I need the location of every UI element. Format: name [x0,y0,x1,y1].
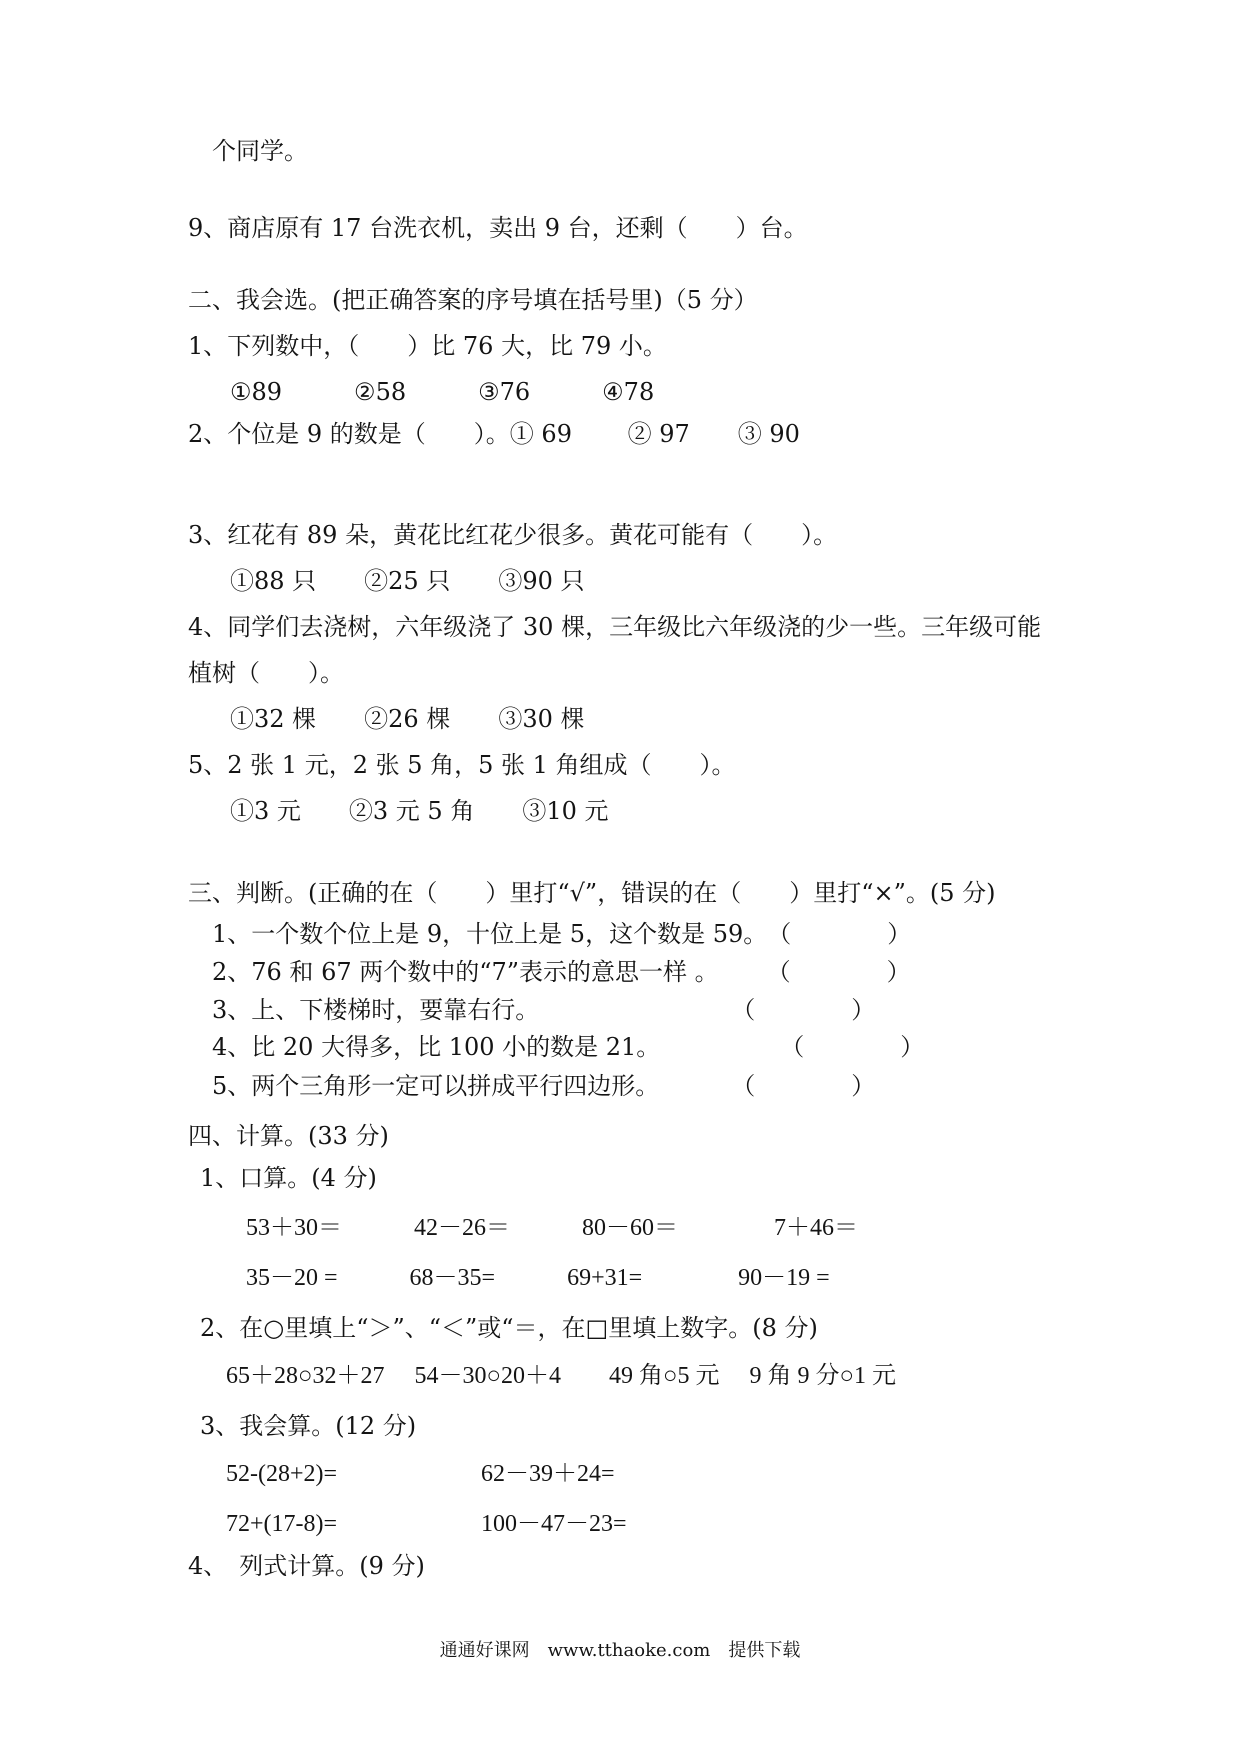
question-4-3: 3、我会算。(12 分) [200,1412,417,1440]
continued-text: 个同学。 [212,137,308,165]
question-1-9: 9、商店原有 17 台洗衣机，卖出 9 台，还剩（ ）台。 [188,214,808,242]
question-2-5-options: ①3 元 ②3 元 5 角 ③10 元 [230,797,609,825]
page-footer: 通通好课网 www.tthaoke.com 提供下载 [439,1640,801,1661]
question-4-1: 1、口算。(4 分) [200,1164,377,1192]
question-2-3: 3、红花有 89 朵，黄花比红花少很多。黄花可能有（ ）。 [188,521,838,549]
question-2-1-options: ①89 ②58 ③76 ④78 [230,378,655,406]
calc-row-2: 72+(17-8)= 100－47－23= [226,1511,627,1537]
judgement-1: 1、一个数个位上是 9，十位上是 5，这个数是 59。 （ ） [212,920,912,948]
judgement-3: 3、上、下楼梯时，要靠右行。 （ ） [212,996,876,1024]
comparison-row: 65＋28○32＋27 54－30○20＋4 49 角○5 元 9 角 9 分○1 元 [226,1363,896,1389]
question-2-2: 2、个位是 9 的数是（ ）。① 69 ② 97 ③ 90 [188,420,800,448]
mental-math-row-1: 53＋30＝ 42－26＝ 80－60＝ 7＋46＝ [246,1215,858,1241]
question-2-4-line1: 4、同学们去浇树，六年级浇了 30 棵，三年级比六年级浇的少一些。三年级可能 [188,613,1042,641]
section-2-title: 二、我会选。(把正确答案的序号填在括号里)（5 分） [188,286,758,314]
section-3-title: 三、判断。(正确的在（ ）里打“√”，错误的在（ ）里打“×”。(5 分) [188,879,996,907]
section-4-title: 四、计算。(33 分) [188,1122,389,1150]
judgement-2: 2、76 和 67 两个数中的“7”表示的意思一样 。 （ ） [212,958,911,986]
question-2-4-options: ①32 棵 ②26 棵 ③30 棵 [230,705,585,733]
question-4-2: 2、在○里填上“＞”、“＜”或“＝，在□里填上数字。(8 分) [200,1314,818,1342]
judgement-4: 4、比 20 大得多，比 100 小的数是 21。 （ ） [212,1033,925,1061]
calc-row-1: 52-(28+2)= 62－39＋24= [226,1461,615,1487]
question-2-3-options: ①88 只 ②25 只 ③90 只 [230,567,585,595]
question-2-5: 5、2 张 1 元，2 张 5 角，5 张 1 角组成（ ）。 [188,751,736,779]
question-2-1: 1、下列数中，（ ）比 76 大，比 79 小。 [188,332,667,360]
question-2-4-line2: 植树（ ）。 [188,659,344,687]
question-4-4: 4、 列式计算。(9 分) [188,1552,425,1580]
judgement-5: 5、两个三角形一定可以拼成平行四边形。 （ ） [212,1072,876,1100]
mental-math-row-2: 35－20 = 68－35= 69+31= 90－19 = [246,1265,830,1291]
